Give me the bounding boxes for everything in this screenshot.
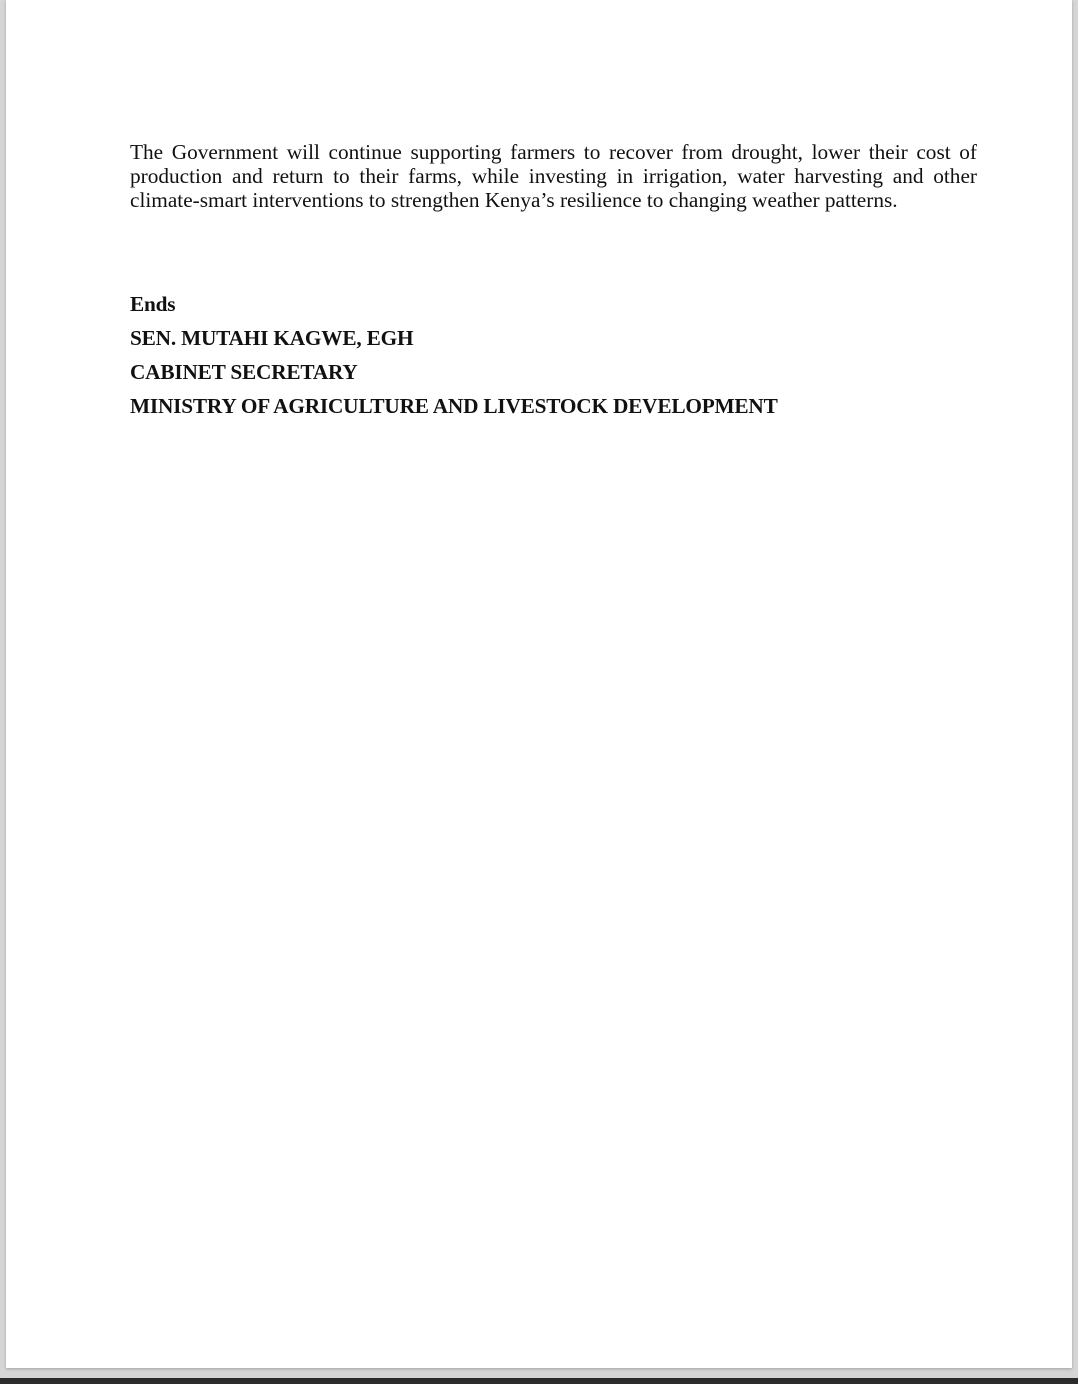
ends-label: Ends bbox=[130, 292, 176, 317]
body-paragraph: The Government will continue supporting farmers to recover from drought, lower their cost of production and return to their farms, while investing in irrigation, water harvesting and other climate-smart interventions to strengthen Kenya’s resilience to changing weather patterns. bbox=[130, 140, 977, 212]
signatory-name: SEN. MUTAHI KAGWE, EGH bbox=[130, 326, 414, 351]
ministry-name: MINISTRY OF AGRICULTURE AND LIVESTOCK DEVELOPMENT bbox=[130, 393, 778, 418]
document-page bbox=[6, 0, 1072, 1368]
viewer-bottom-edge bbox=[0, 1378, 1078, 1384]
signature-block bbox=[130, 288, 977, 423]
signatory-title: CABINET SECRETARY bbox=[130, 359, 358, 384]
page-content bbox=[130, 141, 977, 424]
